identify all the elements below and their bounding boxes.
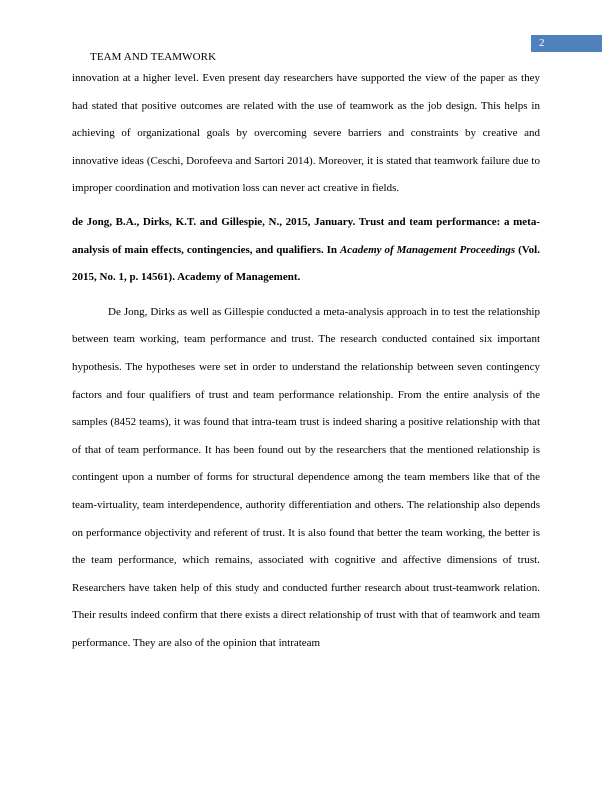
paragraph-continued: innovation at a higher level. Even present day researchers have supported the view of the paper as they had stated that positive outcomes are related with the use of teamwork as the job design. This helps in achieving of organizational goals by overcoming severe barriers and constraints by creative and innovative ideas (Ceschi, Dorofeeva and Sartori 2014). Moreover, it is stated that teamwork failure due to improper coordination and motivation loss can never act creative in fields. — [72, 72, 540, 195]
reference-venue: Academy of Management Proceedings — [339, 243, 516, 256]
reference-details: (Vol. 2015, No. 1, p. 14561). Academy of Management. — [72, 243, 540, 284]
page-number: 2 — [531, 35, 602, 52]
reference-authors-title: de Jong, B.A., Dirks, K.T. and Gillespie, N., 2015, January. Trust and team performance: a meta-analysis of main effects, contingencies, and qualifiers. In — [72, 215, 540, 256]
running-head: TEAM AND TEAMWORK — [90, 51, 217, 63]
document-body — [72, 65, 540, 657]
reference-entry — [72, 209, 540, 292]
paragraph-body: De Jong, Dirks as well as Gillespie conducted a meta-analysis approach in to test the relationship between team working, team performance and trust. The research conducted contained six important hypothesis. The hypotheses were set in order to understand the relationship between seven contingency factors and four qualifiers of trust and team performance relationship. From the entire analysis of the samples (8452 teams), it was found that intra-team trust is indeed sharing a positive relationship with that of that of team performance. It has been found out by the researchers that the mentioned relationship is contingent upon a number of forms for structural dependence among the team members like that of the team-virtuality, team interdependence, authority differentiation and others. The relationship also depends on performance objectivity and referent of trust. It is also found that better the team working, the better is the team performance, which remains, associated with cognitive and affective dimensions of trust. Researchers have taken help of this study and conducted further research about trust-teamwork relation. Their results indeed confirm that there exists a direct relationship of trust with that of teamwork and team performance. They are also of the opinion that intrateam — [72, 305, 540, 649]
